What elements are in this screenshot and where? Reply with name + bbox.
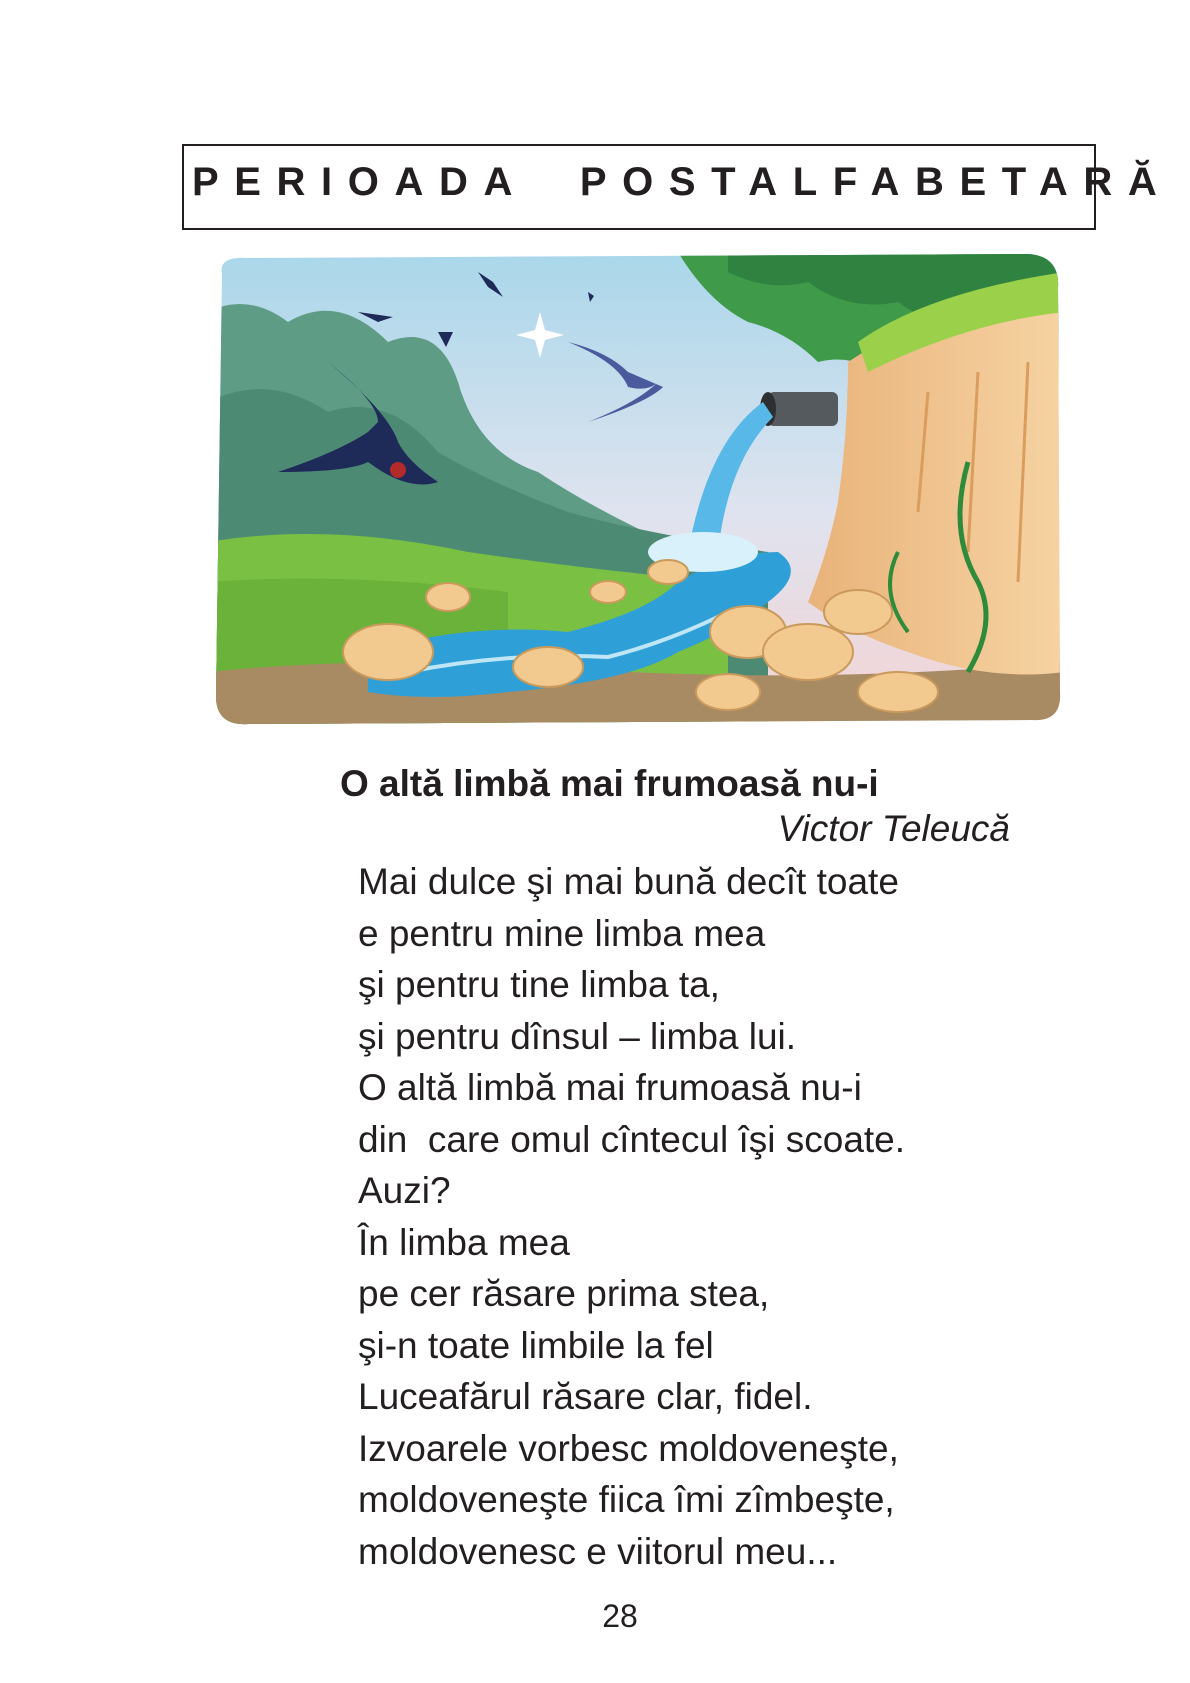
poem-line: şi pentru tine limba ta, — [358, 964, 720, 1005]
spring-landscape-illustration — [208, 252, 1065, 727]
poem-line: pe cer răsare prima stea, — [358, 1273, 770, 1314]
poem-line: moldoveneşte fiica îmi zîmbeşte, — [358, 1479, 895, 1520]
poem-line: e pentru mine limba mea — [358, 912, 766, 954]
poem-author: Victor Teleucă — [777, 808, 1010, 849]
poem-line: Auzi? — [358, 1170, 451, 1211]
poem-line: moldovenesc e viitorul meu... — [358, 1530, 838, 1572]
poem-line: O altă limbă mai frumoasă nu-i — [358, 1067, 862, 1108]
section-header-box — [182, 144, 1173, 230]
page-number: 28 — [602, 1598, 638, 1634]
poem-line: şi-n toate limbile la fel — [358, 1324, 714, 1366]
poem-line: În limba mea — [358, 1221, 570, 1263]
poem-title: O altă limbă mai frumoasă nu-i — [340, 763, 879, 804]
poem-line: Mai dulce şi mai bună decît toate — [358, 861, 899, 902]
poem-text — [358, 862, 905, 1583]
spring-pipe — [768, 392, 838, 426]
poem-line: din care omul cîntecul îşi scoate. — [358, 1118, 906, 1160]
poem-line: Luceafărul răsare clar, fidel. — [358, 1376, 813, 1417]
poem-line: Izvoarele vorbesc moldoveneşte, — [358, 1427, 899, 1469]
section-header-title: PERIOADA POSTALFABETARĂ — [192, 160, 1173, 204]
poem-line: şi pentru dînsul – limba lui. — [358, 1015, 797, 1057]
